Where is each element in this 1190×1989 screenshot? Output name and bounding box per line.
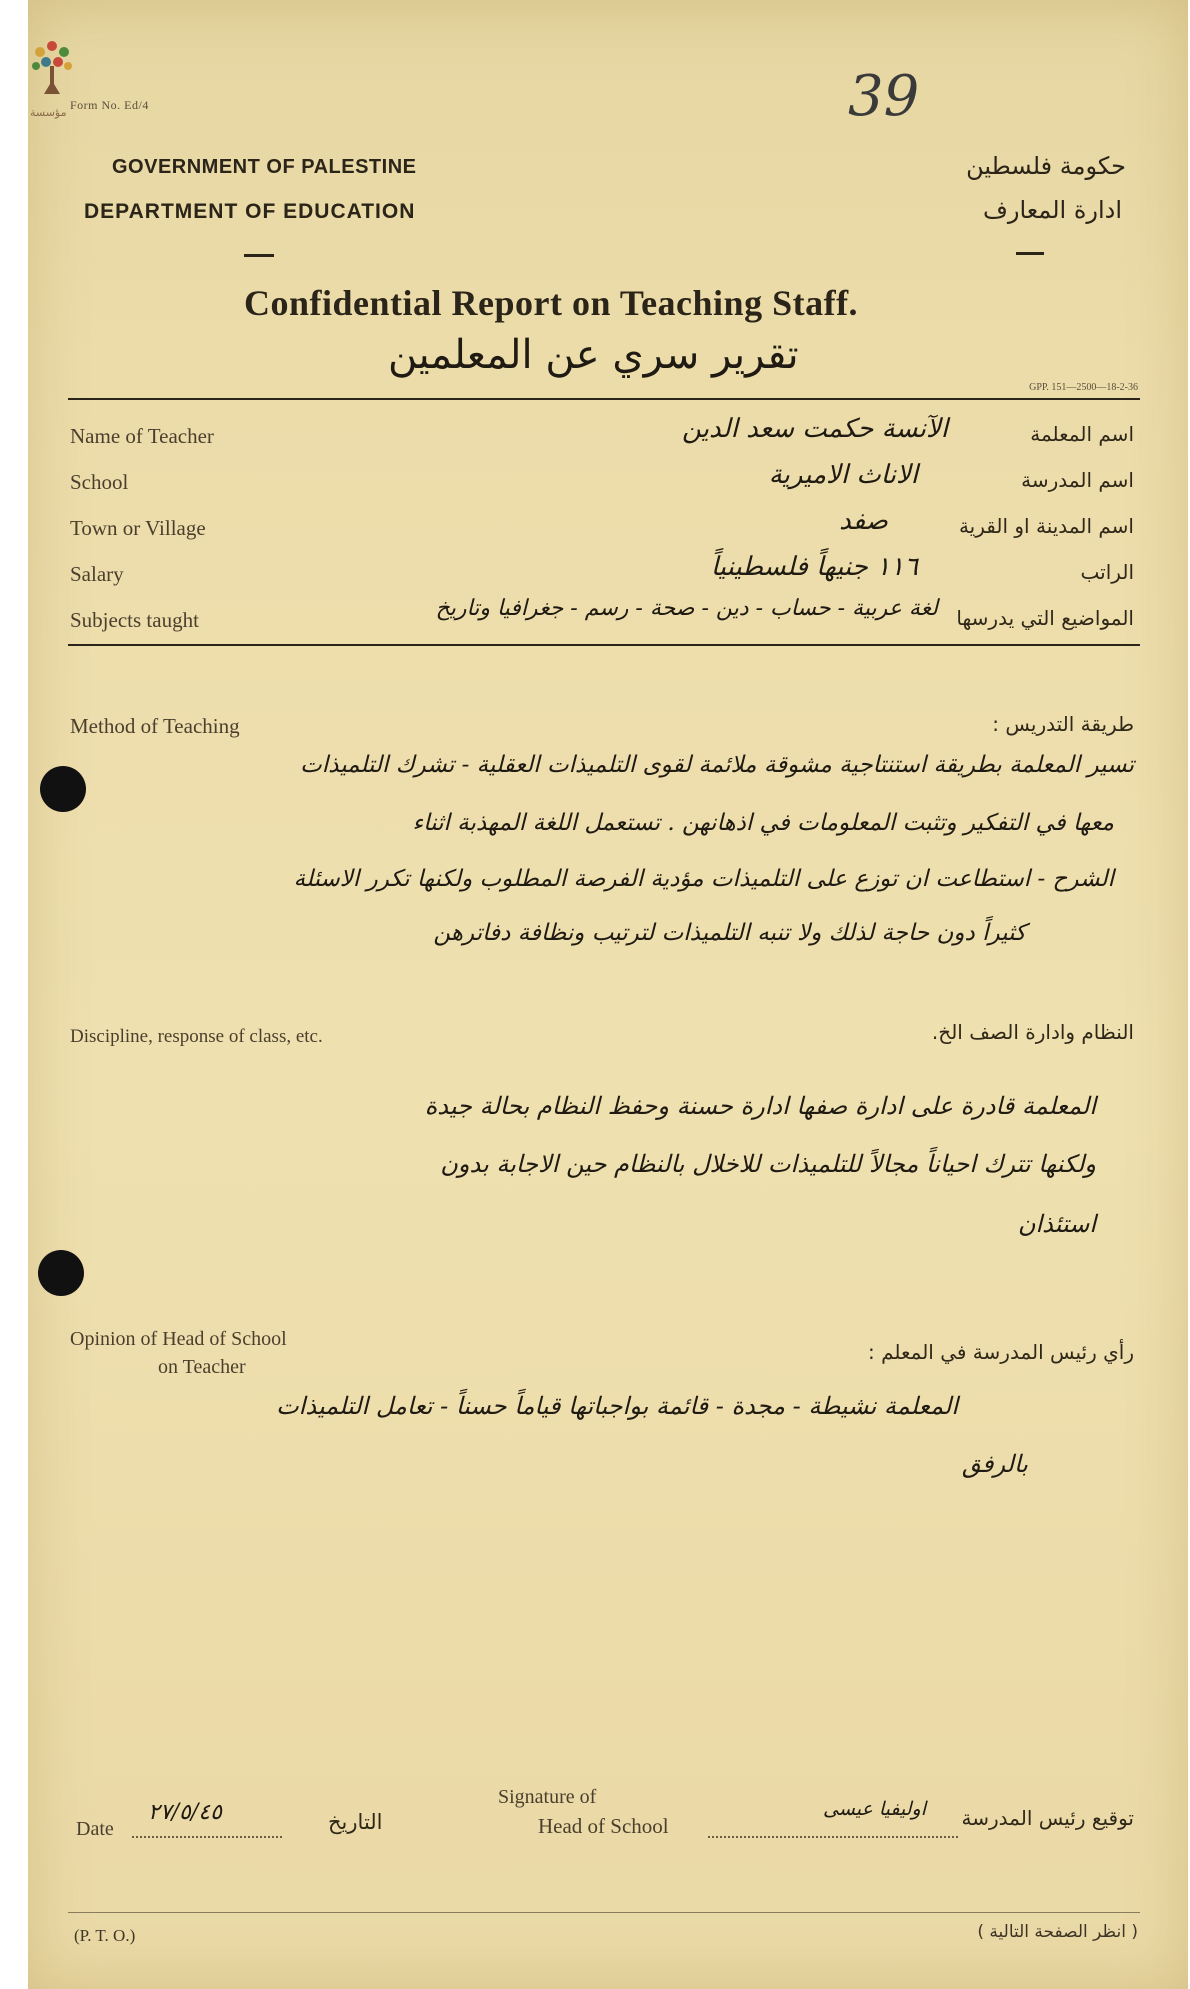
field-label-ar-salary: الراتب — [1080, 560, 1134, 584]
field-value-salary: ١١٦ جنيهاً فلسطينياً — [710, 552, 918, 582]
method-line-4: كثيراً دون حاجة لذلك ولا تنبه التلميذات لترتيب ونظافة دفاترهن — [433, 920, 1026, 946]
field-label-ar-subjects: المواضيع التي يدرسها — [956, 606, 1134, 630]
opinion-line-1: المعلمة نشيطة - مجدة - قائمة بواجباتها قياماً حسناً - تعامل التلميذات — [276, 1392, 958, 1420]
field-label-subjects: Subjects taught — [70, 608, 199, 632]
page-number: 39 — [848, 64, 920, 129]
date-value: ٢٧/٥/٤٥ — [148, 1800, 222, 1825]
signature-value: اوليفيا عيسى — [822, 1798, 926, 1820]
method-line-3: الشرح - استطاعت ان توزع على التلميذات مؤدية الفرصة المطلوب ولكنها تكرر الاسئلة — [293, 866, 1114, 892]
field-value-school: الاناث الاميرية — [768, 460, 918, 490]
discipline-line-2: ولكنها تترك احياناً مجالاً للتلميذات للاخلال بالنظام حين الاجابة بدون — [440, 1150, 1096, 1178]
date-label: Date — [76, 1818, 114, 1840]
print-code: GPP. 151—2500—18-2-36 — [1029, 382, 1138, 393]
report-title-ar: تقرير سري عن المعلمين — [388, 332, 799, 378]
government-heading-ar: حكومة فلسطين — [966, 152, 1126, 180]
logo-text: مؤسسة — [30, 106, 67, 119]
opinion-label-1: Opinion of Head of School — [70, 1328, 287, 1350]
government-heading: GOVERNMENT OF PALESTINE — [112, 156, 417, 178]
field-value-name: الآنسة حكمت سعد الدين — [681, 414, 948, 444]
opinion-label-ar: رأي رئيس المدرسة في المعلم : — [867, 1340, 1134, 1364]
form-number: Form No. Ed/4 — [70, 98, 149, 112]
field-label-town: Town or Village — [70, 516, 206, 540]
discipline-line-3: استئذان — [1017, 1210, 1096, 1238]
field-value-town: صفد — [839, 506, 888, 536]
date-dotted-line — [132, 1836, 282, 1838]
punch-hole-top — [40, 766, 86, 812]
header-dash-left — [244, 254, 274, 257]
discipline-line-1: المعلمة قادرة على ادارة صفها ادارة حسنة وحفظ النظام بحالة جيدة — [424, 1092, 1096, 1120]
discipline-label-ar: النظام وادارة الصف الخ. — [931, 1020, 1134, 1044]
pto-label: (P. T. O.) — [74, 1926, 136, 1945]
method-line-1: تسير المعلمة بطريقة استنتاجية مشوقة ملائمة لقوى التلميذات العقلية - تشرك التلميذات — [300, 752, 1134, 778]
field-label-salary: Salary — [70, 562, 124, 586]
field-label-ar-name: اسم المعلمة — [1030, 422, 1134, 446]
method-label-ar: طريقة التدريس : — [992, 712, 1134, 736]
department-heading: DEPARTMENT OF EDUCATION — [84, 200, 416, 223]
field-label-name: Name of Teacher — [70, 424, 214, 448]
report-page — [28, 0, 1188, 1989]
header-dash-right — [1016, 252, 1044, 255]
pto-label-ar: ( انظر الصفحة التالية ) — [977, 1922, 1138, 1942]
field-label-ar-town: اسم المدينة او القرية — [958, 514, 1134, 538]
field-value-subjects: لغة عربية - حساب - دين - صحة - رسم - جغرافيا وتاريخ — [435, 596, 938, 621]
department-heading-ar: ادارة المعارف — [982, 196, 1122, 224]
method-line-2: معها في التفكير وتثبت المعلومات في اذهانهن . تستعمل اللغة المهذبة اثناء — [412, 810, 1114, 836]
signature-label-2: Head of School — [538, 1814, 669, 1838]
field-label-ar-school: اسم المدرسة — [1021, 468, 1134, 492]
date-label-ar: التاريخ — [328, 1810, 383, 1834]
punch-hole-bottom — [38, 1250, 84, 1296]
method-label: Method of Teaching — [70, 714, 240, 738]
tree-logo-icon — [28, 36, 76, 106]
fields-rule — [68, 644, 1140, 646]
signature-label-ar: توقيع رئيس المدرسة — [961, 1806, 1134, 1830]
signature-label-1: Signature of — [498, 1786, 597, 1808]
opinion-line-2: بالرفق — [961, 1450, 1028, 1478]
footer-rule — [68, 1912, 1140, 1913]
title-rule — [68, 398, 1140, 400]
opinion-label-2: on Teacher — [158, 1356, 246, 1378]
discipline-label: Discipline, response of class, etc. — [70, 1026, 323, 1047]
field-label-school: School — [70, 470, 129, 494]
signature-dotted-line — [708, 1836, 958, 1838]
report-title: Confidential Report on Teaching Staff. — [244, 283, 859, 323]
